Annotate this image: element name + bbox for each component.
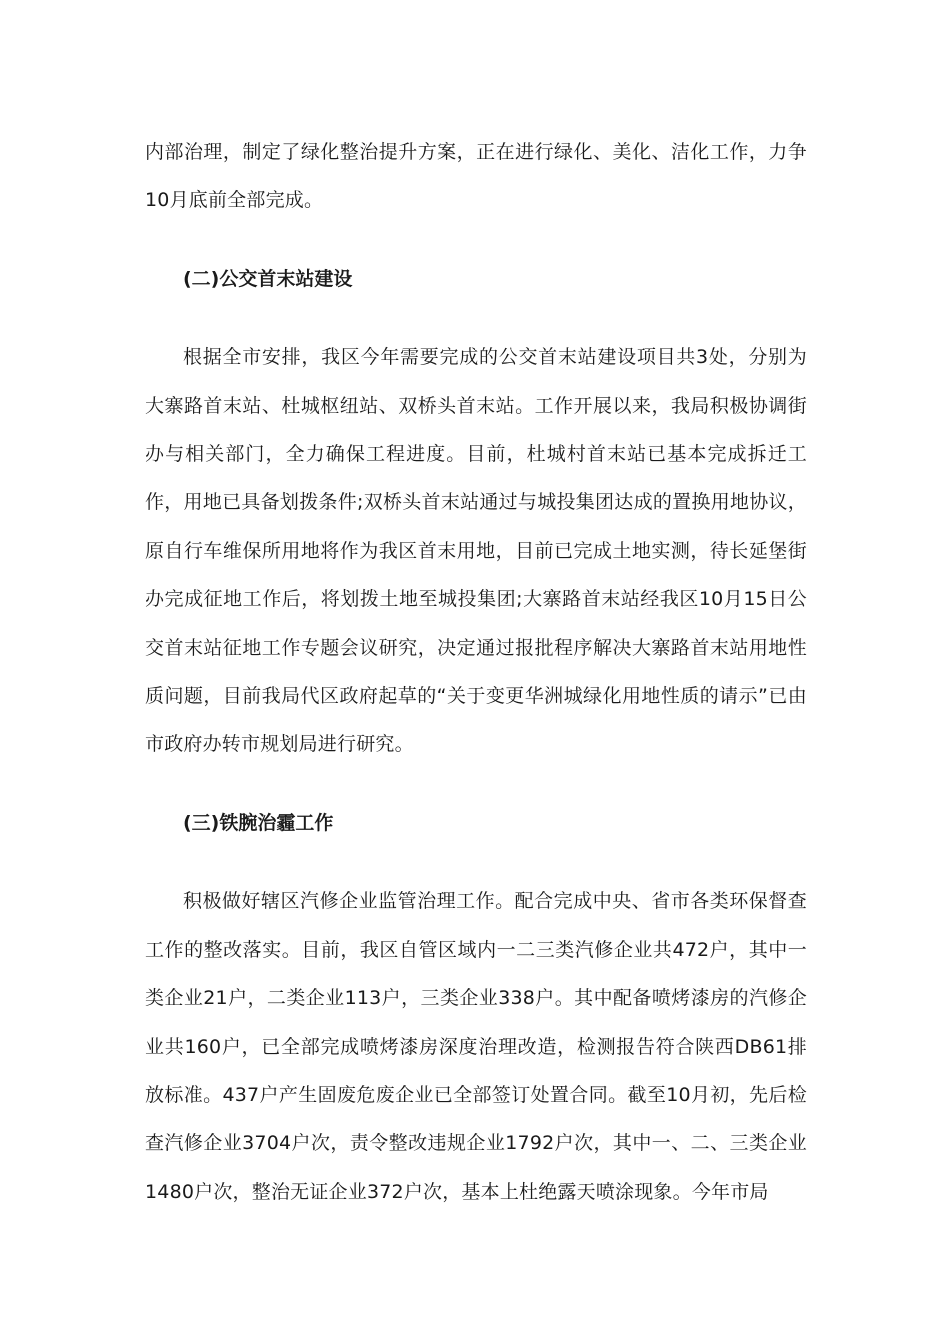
paragraph-smog: 积极做好辖区汽修企业监管治理工作。配合完成中央、省市各类环保督查工作的整改落实。目前，我区自管区域内一二三类汽修企业共472户，其中一类企业21户，二类企业113户，三类企业338户。其中配备喷烤漆房的汽修企业共160户，已全部完成喷烤漆房深度治理改造，检测报告符合陕西DB61排放标准。437户产生固废危废企业已全部签订处置合同。截至10月初，先后检查汽修企业3704户次，责令整改违规企业1792户次，其中一、二、三类企业1480户次，整治无证企业372户次，基本上杜绝露天喷涂现象。今年市局 xyxy=(145,890,807,1203)
spacer xyxy=(145,225,807,255)
spacer xyxy=(145,769,807,799)
spacer xyxy=(145,303,807,333)
paragraph-bus-terminal: 根据全市安排，我区今年需要完成的公交首末站建设项目共3处，分别为大寨路首末站、杜城枢纽站、双桥头首末站。工作开展以来，我局积极协调街办与相关部门，全力确保工程进度。目前，杜城村首末站已基本完成拆迁工作，用地已具备划拨条件;双桥头首末站通过与城投集团达成的置换用地协议，原自行车维保所用地将作为我区首末用地，目前已完成土地实测，待长延堡街办完成征地工作后，将划拨土地至城投集团;大寨路首末站经我区10月15日公交首末站征地工作专题会议研究，决定通过报批程序解决大寨路首末站用地性质问题，目前我局代区政府起草的“关于变更华洲城绿化用地性质的请示”已由市政府办转市规划局进行研究。 xyxy=(145,346,807,756)
section-heading-smog: (三)铁腕治霾工作 xyxy=(183,811,334,834)
spacer xyxy=(145,847,807,877)
paragraph-greening: 内部治理，制定了绿化整治提升方案，正在进行绿化、美化、洁化工作，力争10月底前全部完成。 xyxy=(145,141,807,212)
section-heading-bus-terminal: (二)公交首末站建设 xyxy=(183,267,353,290)
document-page xyxy=(145,128,807,1216)
